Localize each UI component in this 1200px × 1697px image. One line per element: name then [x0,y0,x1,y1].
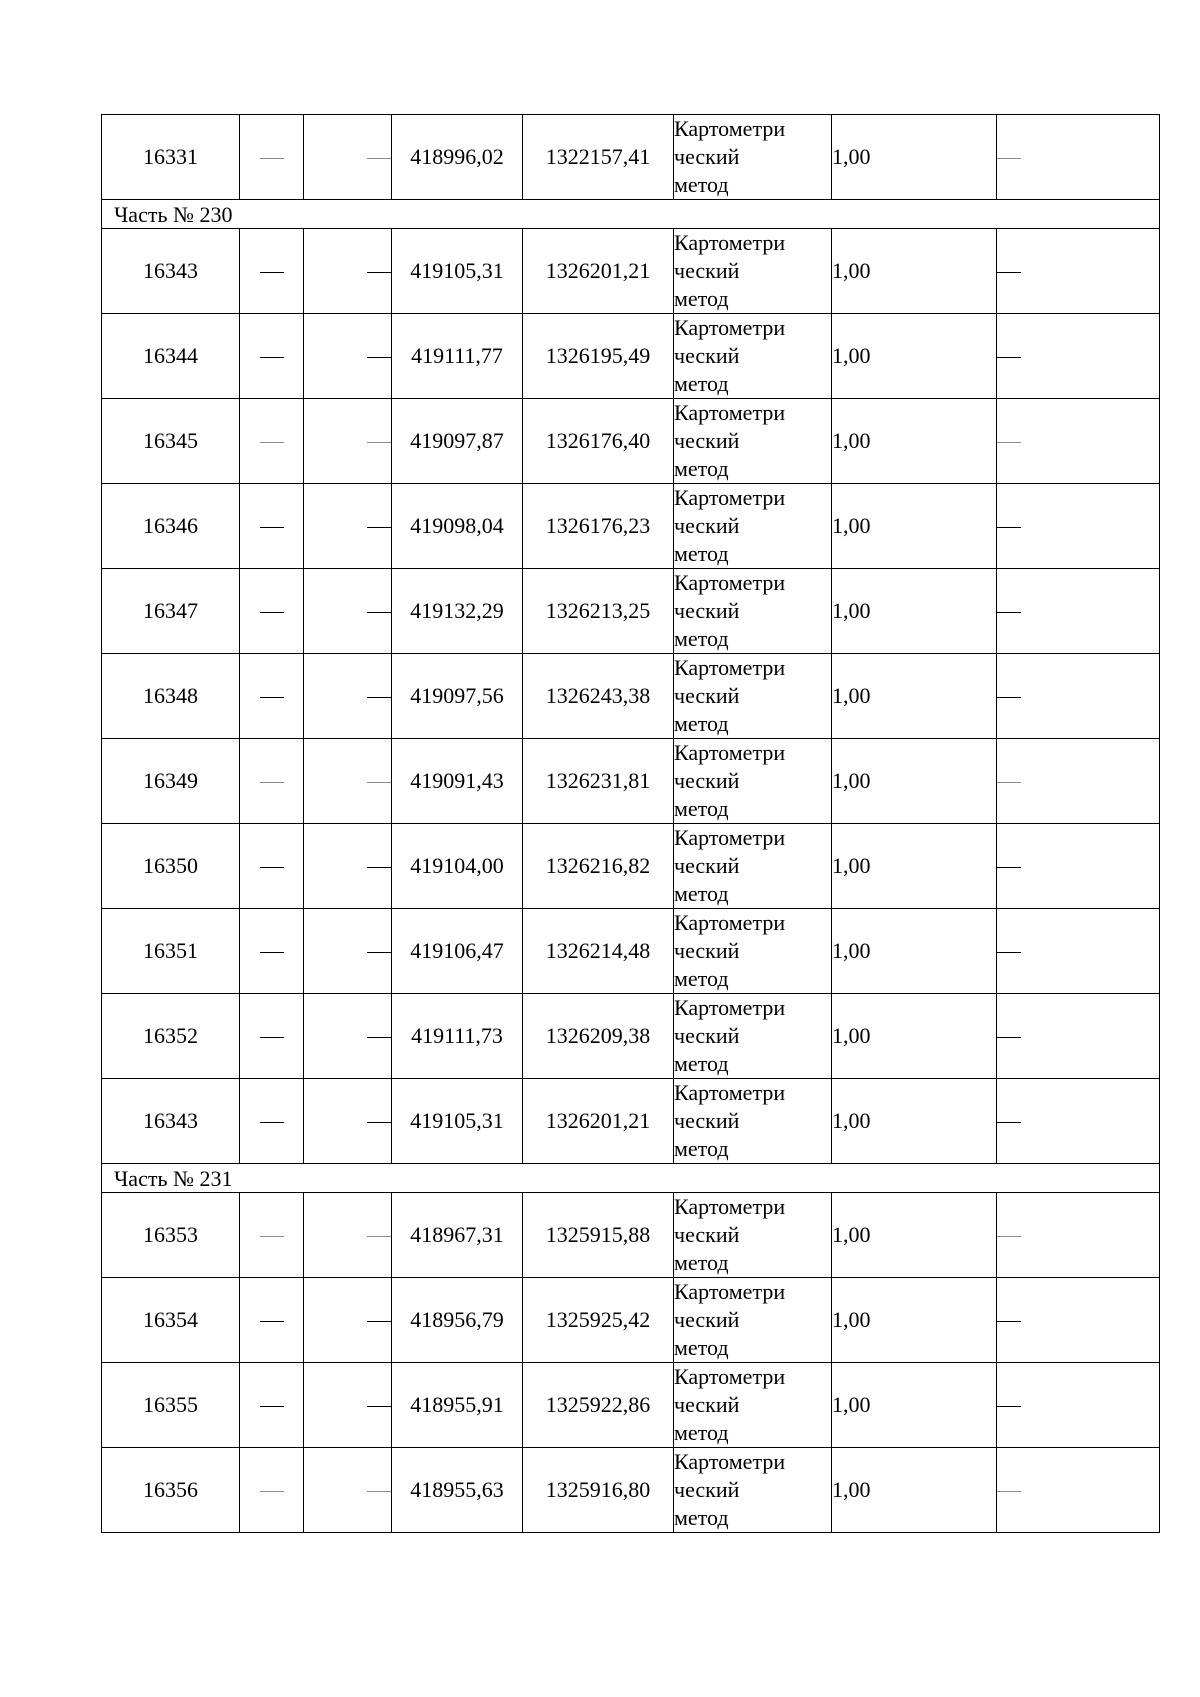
empty-dash-cell [304,739,392,824]
dash-mark [997,527,1021,528]
method-cell: Картометри ческий метод [674,314,832,399]
dash-mark [997,867,1021,868]
dash-mark [260,782,284,783]
empty-dash-cell [304,569,392,654]
y-coordinate-cell: 1326213,25 [523,569,674,654]
x-coordinate-cell: 419098,04 [392,484,523,569]
point-number-cell: 16351 [102,909,240,994]
dash-mark [367,1406,391,1407]
empty-dash-cell [997,909,1160,994]
y-coordinate-cell: 1326176,23 [523,484,674,569]
dash-mark [367,697,391,698]
method-cell: Картометри ческий метод [674,399,832,484]
dash-mark [367,1122,391,1123]
method-cell: Картометри ческий метод [674,1363,832,1448]
method-cell: Картометри ческий метод [674,115,832,200]
y-coordinate-cell: 1326195,49 [523,314,674,399]
method-cell: Картометри ческий метод [674,1193,832,1278]
dash-mark [367,527,391,528]
accuracy-cell: 1,00 [832,1363,997,1448]
x-coordinate-cell: 419097,56 [392,654,523,739]
accuracy-cell: 1,00 [832,909,997,994]
table-row [102,1278,1160,1363]
method-cell: Картометри ческий метод [674,1278,832,1363]
empty-dash-cell [997,1278,1160,1363]
empty-dash-cell [304,1193,392,1278]
dash-mark [260,1491,284,1492]
y-coordinate-cell: 1325915,88 [523,1193,674,1278]
empty-dash-cell [997,1193,1160,1278]
method-cell: Картометри ческий метод [674,229,832,314]
dash-mark [260,867,284,868]
x-coordinate-cell: 419105,31 [392,1079,523,1164]
section-title: Часть № 230 [102,200,1160,229]
empty-dash-cell [304,399,392,484]
empty-dash-cell [240,229,304,314]
empty-dash-cell [997,1363,1160,1448]
empty-dash-cell [240,1278,304,1363]
empty-dash-cell [997,229,1160,314]
method-cell: Картометри ческий метод [674,824,832,909]
empty-dash-cell [997,314,1160,399]
table-row [102,654,1160,739]
dash-mark [997,1406,1021,1407]
empty-dash-cell [997,654,1160,739]
dash-mark [367,158,391,159]
x-coordinate-cell: 419106,47 [392,909,523,994]
accuracy-cell: 1,00 [832,654,997,739]
dash-mark [260,272,284,273]
empty-dash-cell [240,1079,304,1164]
empty-dash-cell [304,1278,392,1363]
dash-mark [260,697,284,698]
x-coordinate-cell: 419105,31 [392,229,523,314]
table-row [102,1363,1160,1448]
accuracy-cell: 1,00 [832,569,997,654]
table-row [102,824,1160,909]
x-coordinate-cell: 419104,00 [392,824,523,909]
empty-dash-cell [304,1079,392,1164]
section-title: Часть № 231 [102,1164,1160,1193]
dash-mark [260,1321,284,1322]
dash-mark [260,1406,284,1407]
method-cell: Картометри ческий метод [674,994,832,1079]
accuracy-cell: 1,00 [832,824,997,909]
dash-mark [367,1491,391,1492]
table-row [102,909,1160,994]
empty-dash-cell [240,654,304,739]
empty-dash-cell [240,484,304,569]
point-number-cell: 16331 [102,115,240,200]
empty-dash-cell [304,909,392,994]
table-row [102,314,1160,399]
empty-dash-cell [240,1363,304,1448]
dash-mark [997,697,1021,698]
method-cell: Картометри ческий метод [674,569,832,654]
method-cell: Картометри ческий метод [674,1079,832,1164]
empty-dash-cell [997,994,1160,1079]
empty-dash-cell [304,115,392,200]
y-coordinate-cell: 1326201,21 [523,229,674,314]
accuracy-cell: 1,00 [832,1079,997,1164]
accuracy-cell: 1,00 [832,115,997,200]
dash-mark [367,952,391,953]
empty-dash-cell [304,229,392,314]
dash-mark [367,442,391,443]
dash-mark [997,782,1021,783]
empty-dash-cell [304,1363,392,1448]
point-number-cell: 16343 [102,229,240,314]
accuracy-cell: 1,00 [832,994,997,1079]
y-coordinate-cell: 1326216,82 [523,824,674,909]
accuracy-cell: 1,00 [832,484,997,569]
coordinates-table-body [102,115,1160,1533]
x-coordinate-cell: 418956,79 [392,1278,523,1363]
y-coordinate-cell: 1325925,42 [523,1278,674,1363]
dash-mark [367,612,391,613]
y-coordinate-cell: 1326176,40 [523,399,674,484]
empty-dash-cell [997,484,1160,569]
x-coordinate-cell: 418955,63 [392,1448,523,1533]
point-number-cell: 16356 [102,1448,240,1533]
x-coordinate-cell: 418996,02 [392,115,523,200]
dash-mark [260,612,284,613]
empty-dash-cell [997,399,1160,484]
y-coordinate-cell: 1326201,21 [523,1079,674,1164]
dash-mark [997,442,1021,443]
x-coordinate-cell: 418955,91 [392,1363,523,1448]
method-cell: Картометри ческий метод [674,909,832,994]
dash-mark [260,1037,284,1038]
point-number-cell: 16347 [102,569,240,654]
empty-dash-cell [240,569,304,654]
point-number-cell: 16348 [102,654,240,739]
y-coordinate-cell: 1325922,86 [523,1363,674,1448]
empty-dash-cell [240,994,304,1079]
empty-dash-cell [240,399,304,484]
table-row [102,399,1160,484]
accuracy-cell: 1,00 [832,1193,997,1278]
empty-dash-cell [240,1193,304,1278]
dash-mark [367,1321,391,1322]
section-header-row [102,1164,1160,1193]
y-coordinate-cell: 1326214,48 [523,909,674,994]
table-row [102,1079,1160,1164]
table-row [102,739,1160,824]
empty-dash-cell [304,1448,392,1533]
empty-dash-cell [240,909,304,994]
empty-dash-cell [304,824,392,909]
dash-mark [367,1236,391,1237]
dash-mark [367,867,391,868]
point-number-cell: 16349 [102,739,240,824]
table-row [102,229,1160,314]
method-cell: Картометри ческий метод [674,654,832,739]
empty-dash-cell [997,1448,1160,1533]
method-cell: Картометри ческий метод [674,1448,832,1533]
empty-dash-cell [997,824,1160,909]
empty-dash-cell [997,739,1160,824]
empty-dash-cell [240,314,304,399]
y-coordinate-cell: 1326231,81 [523,739,674,824]
x-coordinate-cell: 419091,43 [392,739,523,824]
point-number-cell: 16345 [102,399,240,484]
table-row [102,569,1160,654]
empty-dash-cell [240,824,304,909]
dash-mark [997,357,1021,358]
accuracy-cell: 1,00 [832,399,997,484]
table-row [102,1448,1160,1533]
dash-mark [260,1122,284,1123]
dash-mark [260,158,284,159]
dash-mark [997,1236,1021,1237]
section-header-row [102,200,1160,229]
x-coordinate-cell: 419132,29 [392,569,523,654]
accuracy-cell: 1,00 [832,1278,997,1363]
point-number-cell: 16346 [102,484,240,569]
dash-mark [260,442,284,443]
table-row [102,994,1160,1079]
x-coordinate-cell: 419097,87 [392,399,523,484]
table-row [102,115,1160,200]
point-number-cell: 16343 [102,1079,240,1164]
point-number-cell: 16352 [102,994,240,1079]
empty-dash-cell [240,739,304,824]
dash-mark [997,158,1021,159]
dash-mark [997,612,1021,613]
accuracy-cell: 1,00 [832,1448,997,1533]
dash-mark [997,1037,1021,1038]
dash-mark [997,952,1021,953]
dash-mark [260,527,284,528]
point-number-cell: 16354 [102,1278,240,1363]
empty-dash-cell [304,314,392,399]
y-coordinate-cell: 1322157,41 [523,115,674,200]
accuracy-cell: 1,00 [832,739,997,824]
empty-dash-cell [304,994,392,1079]
empty-dash-cell [240,115,304,200]
dash-mark [997,272,1021,273]
empty-dash-cell [304,484,392,569]
x-coordinate-cell: 418967,31 [392,1193,523,1278]
x-coordinate-cell: 419111,73 [392,994,523,1079]
dash-mark [997,1491,1021,1492]
dash-mark [367,782,391,783]
empty-dash-cell [240,1448,304,1533]
empty-dash-cell [304,654,392,739]
point-number-cell: 16350 [102,824,240,909]
method-cell: Картометри ческий метод [674,484,832,569]
accuracy-cell: 1,00 [832,314,997,399]
point-number-cell: 16344 [102,314,240,399]
point-number-cell: 16353 [102,1193,240,1278]
dash-mark [260,357,284,358]
dash-mark [260,952,284,953]
accuracy-cell: 1,00 [832,229,997,314]
empty-dash-cell [997,569,1160,654]
y-coordinate-cell: 1325916,80 [523,1448,674,1533]
dash-mark [367,357,391,358]
dash-mark [997,1321,1021,1322]
coordinates-table [101,114,1160,1533]
x-coordinate-cell: 419111,77 [392,314,523,399]
dash-mark [367,1037,391,1038]
dash-mark [260,1236,284,1237]
table-row [102,1193,1160,1278]
dash-mark [367,272,391,273]
y-coordinate-cell: 1326209,38 [523,994,674,1079]
empty-dash-cell [997,115,1160,200]
coordinates-table-container [101,114,1159,1533]
empty-dash-cell [997,1079,1160,1164]
table-row [102,484,1160,569]
y-coordinate-cell: 1326243,38 [523,654,674,739]
dash-mark [997,1122,1021,1123]
method-cell: Картометри ческий метод [674,739,832,824]
point-number-cell: 16355 [102,1363,240,1448]
